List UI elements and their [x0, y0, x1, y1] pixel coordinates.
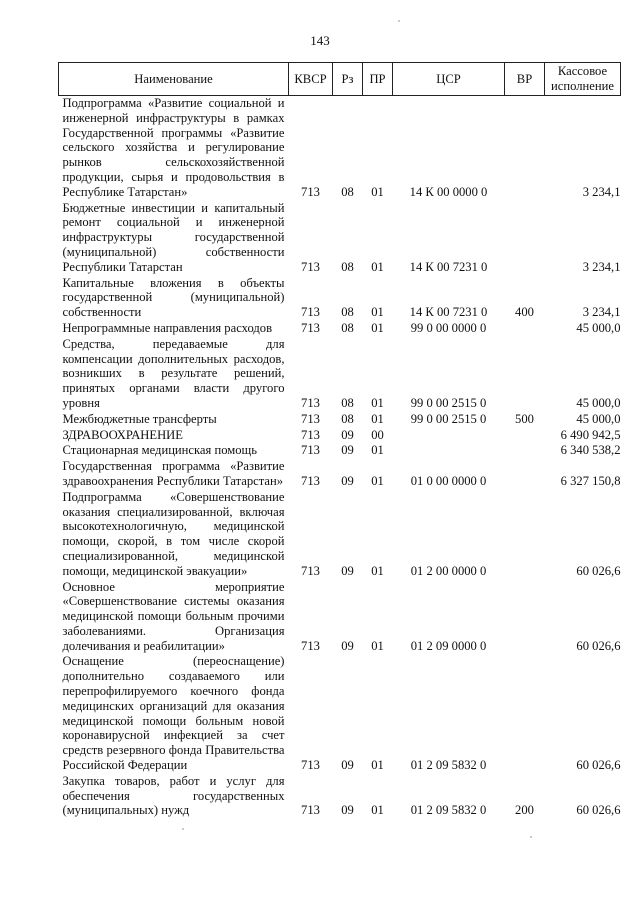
table-row [59, 773, 621, 818]
cell-rz: 08 [341, 395, 354, 410]
cell-name: Государственная программа «Развитие здравоохранения Республики Татарстан» [62, 459, 285, 488]
cell-name: Подпрограмма «Совершенствование оказания специализированной, включая высокотехнологичную, медицинской помощи, скорой, в том числе скорой специализированной, медицинской помощи, медицинской эвакуации» [62, 489, 285, 578]
cell-rz: 08 [341, 411, 354, 426]
cell-rz: 09 [341, 427, 354, 442]
cell-csr: 01 2 09 5832 0 [410, 758, 487, 773]
table-row [59, 427, 621, 443]
cell-kvsr: 713 [301, 758, 320, 773]
cell-rz: 08 [341, 305, 354, 320]
cell-name: Непрограммные направления расходов [62, 320, 273, 335]
cell-kvsr: 713 [301, 411, 320, 426]
cell-csr: 01 2 00 0000 0 [410, 563, 487, 578]
header-kvsr: КВСР [289, 63, 333, 96]
cell-sum: 3 234,1 [582, 259, 621, 274]
header-pr: ПР [363, 63, 393, 96]
cell-kvsr: 713 [301, 184, 320, 199]
cell-pr: 01 [371, 638, 384, 653]
cell-csr: 01 2 09 0000 0 [410, 638, 487, 653]
table-row [59, 336, 621, 411]
page-number: 143 [310, 33, 330, 48]
cell-kvsr: 713 [301, 427, 320, 442]
cell-vr [505, 579, 545, 654]
cell-pr: 01 [371, 473, 384, 488]
cell-sum: 6 340 538,2 [560, 443, 621, 458]
cell-pr: 01 [371, 184, 384, 199]
cell-pr: 01 [371, 259, 384, 274]
cell-vr [505, 200, 545, 275]
cell-csr: 01 0 00 0000 0 [410, 473, 487, 488]
cell-sum: 60 026,6 [576, 803, 621, 818]
cell-vr [505, 427, 545, 443]
cell-name: Оснащение (переоснащение) дополнительно создаваемого или перепрофилируемого коечного фонда медицинских организаций для оказания медицинской помощи больным новой коронавирусной инфекцией за счет средств резервного фонда Правительства Российской Федерации [62, 654, 285, 773]
cell-csr: 14 К 00 0000 0 [409, 184, 488, 199]
cell-pr: 01 [371, 803, 384, 818]
cell-csr [393, 427, 505, 443]
cell-vr: 400 [515, 305, 534, 320]
cell-kvsr: 713 [301, 320, 320, 335]
cell-rz: 09 [341, 758, 354, 773]
scan-speck [530, 836, 532, 838]
table-row [59, 411, 621, 427]
scan-speck [398, 20, 400, 22]
cell-rz: 09 [341, 443, 354, 458]
cell-pr: 01 [371, 563, 384, 578]
cell-csr: 14 К 00 7231 0 [409, 259, 488, 274]
cell-kvsr: 713 [301, 803, 320, 818]
cell-kvsr: 713 [301, 443, 320, 458]
cell-sum: 6 490 942,5 [560, 427, 621, 442]
header-csr: ЦСР [393, 63, 505, 96]
cell-name: Капитальные вложения в объекты государственной (муниципальной) собственности [62, 275, 285, 320]
cell-vr [505, 336, 545, 411]
cell-rz: 09 [341, 803, 354, 818]
header-rz: Рз [333, 63, 363, 96]
table-row [59, 96, 621, 200]
cell-rz: 09 [341, 473, 354, 488]
cell-sum: 45 000,0 [576, 320, 621, 335]
table-row [59, 489, 621, 579]
cell-kvsr: 713 [301, 473, 320, 488]
cell-name: ЗДРАВООХРАНЕНИЕ [62, 427, 183, 442]
cell-pr: 01 [371, 305, 384, 320]
table-body [59, 96, 621, 819]
cell-sum: 3 234,1 [582, 305, 621, 320]
cell-rz: 08 [341, 259, 354, 274]
cell-kvsr: 713 [301, 395, 320, 410]
cell-vr [505, 96, 545, 200]
cell-vr [505, 458, 545, 489]
cell-pr: 01 [371, 395, 384, 410]
cell-vr [505, 489, 545, 579]
cell-sum: 3 234,1 [582, 184, 621, 199]
header-sum: Кассовое исполнение [545, 63, 621, 96]
cell-kvsr: 713 [301, 305, 320, 320]
cell-csr: 01 2 09 5832 0 [410, 803, 487, 818]
cell-name: Закупка товаров, работ и услуг для обеспечения государственных (муниципальных) нужд [62, 773, 285, 818]
cell-kvsr: 713 [301, 563, 320, 578]
cell-pr: 00 [371, 427, 384, 442]
cell-kvsr: 713 [301, 638, 320, 653]
cell-name: Основное мероприятие «Совершенствование системы оказания медицинской помощи больным прочими заболеваниями. Организация долечивания и реабилитации» [62, 579, 285, 653]
table-row [59, 579, 621, 654]
cell-name: Средства, передаваемые для компенсации дополнительных расходов, возникших в результате решений, принятых органами власти другого уровня [62, 336, 285, 410]
cell-csr: 99 0 00 2515 0 [410, 411, 487, 426]
table-header [59, 63, 621, 96]
cell-pr: 01 [371, 758, 384, 773]
cell-name: Подпрограмма «Развитие социальной и инженерной инфраструктуры в рамках Государственной программы «Развитие сельского хозяйства и регулирование рынков сельскохозяйственной продукции, сырья и продовольствия в Республике Татарстан» [62, 96, 285, 199]
cell-name: Межбюджетные трансферты [62, 411, 217, 426]
table-row [59, 442, 621, 458]
budget-execution-table [58, 62, 621, 818]
scan-speck [182, 828, 184, 830]
cell-rz: 08 [341, 320, 354, 335]
cell-rz: 09 [341, 563, 354, 578]
table-row [59, 320, 621, 336]
cell-pr: 01 [371, 411, 384, 426]
cell-csr [393, 442, 505, 458]
cell-name: Бюджетные инвестиции и капитальный ремонт социальной и инженерной инфраструктуры государственной (муниципальной) собственности Республики Татарстан [62, 200, 285, 274]
table-row [59, 458, 621, 489]
cell-name: Стационарная медицинская помощь [62, 443, 257, 458]
cell-vr [505, 442, 545, 458]
cell-sum: 45 000,0 [576, 411, 621, 426]
cell-sum: 60 026,6 [576, 638, 621, 653]
cell-vr: 500 [515, 411, 534, 426]
cell-csr: 99 0 00 2515 0 [410, 395, 487, 410]
cell-kvsr: 713 [301, 259, 320, 274]
cell-sum: 60 026,6 [576, 563, 621, 578]
table-row [59, 275, 621, 320]
table-row [59, 200, 621, 275]
cell-pr: 01 [371, 320, 384, 335]
header-vr: ВР [505, 63, 545, 96]
cell-csr: 14 К 00 7231 0 [409, 305, 488, 320]
cell-rz: 08 [341, 184, 354, 199]
cell-vr [505, 653, 545, 772]
table-row [59, 653, 621, 772]
cell-rz: 09 [341, 638, 354, 653]
cell-csr: 99 0 00 0000 0 [410, 320, 487, 335]
cell-pr: 01 [371, 443, 384, 458]
cell-vr [505, 320, 545, 336]
cell-sum: 60 026,6 [576, 758, 621, 773]
cell-sum: 45 000,0 [576, 395, 621, 410]
header-name: Наименование [59, 63, 289, 96]
cell-vr: 200 [515, 803, 534, 818]
cell-sum: 6 327 150,8 [560, 473, 621, 488]
